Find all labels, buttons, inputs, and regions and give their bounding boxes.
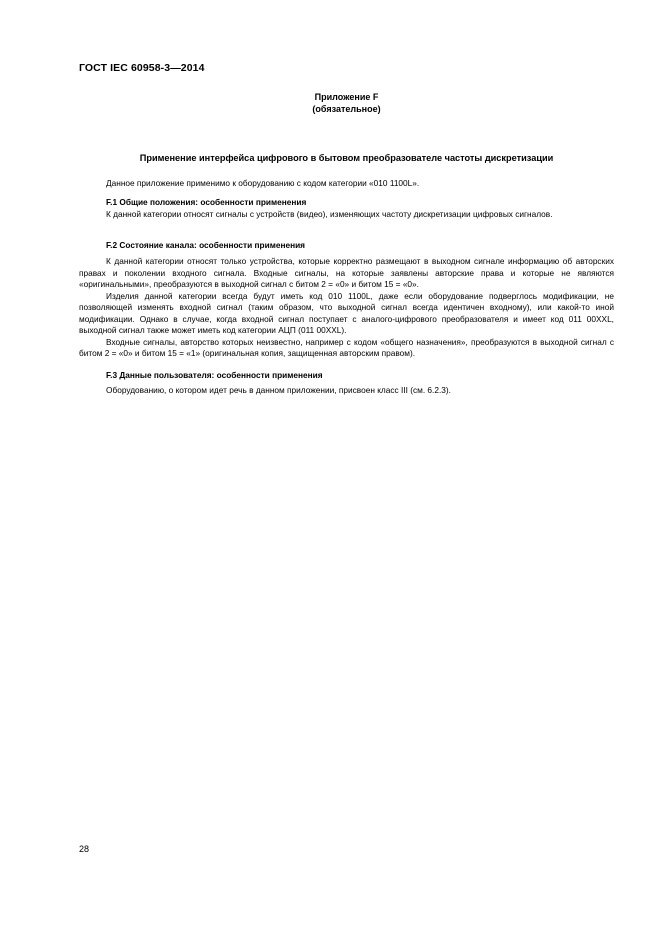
standard-header: ГОСТ IEC 60958-3—2014 bbox=[79, 62, 205, 74]
intro-block bbox=[79, 178, 614, 190]
section-f1-body bbox=[79, 209, 614, 221]
section-f3-paragraph-1: Оборудованию, о котором идет речь в данном приложении, присвоен класс III (см. 6.2.3). bbox=[106, 385, 451, 395]
document-title: Применение интерфейса цифрового в бытовом преобразователе частоты дискретизации bbox=[139, 153, 554, 163]
section-f2-body bbox=[79, 256, 614, 360]
section-f3-body bbox=[79, 385, 614, 397]
appendix-title: Приложение F bbox=[314, 92, 379, 102]
section-f2-paragraph-3: Входные сигналы, авторство которых неизвестно, например с кодом «общего назначения», преобразуются в выходной сигнал с битом 2 = «0» и битом 15 = «1» (оригинальная копия, защищенная авторским правом). bbox=[79, 336, 614, 358]
section-f2-paragraph-2: Изделия данной категории всегда будут иметь код 010 1100L, даже если оборудование подверглось модификации, не позволяющей изменять входной сигнал (таким образом, что выходной сигнал всегда идентичен входному), или какой-то иной модификации. Однако в случае, когда входной сигнал поступает с аналого-цифрового преобразователя и имеет код 011 00XXL, выходной сигнал также может иметь код категории АЦП (011 00XXL). bbox=[79, 290, 614, 335]
appendix-subtitle: (обязательное) bbox=[312, 104, 381, 114]
section-f1-heading: F.1 Общие положения: особенности применения bbox=[106, 197, 307, 207]
page-number: 28 bbox=[79, 844, 90, 854]
section-f2-heading: F.2 Состояние канала: особенности применения bbox=[106, 240, 306, 250]
section-f1-paragraph-1: К данной категории относят сигналы с устройств (видео), изменяющих частоту дискретизации цифровых сигналов. bbox=[106, 209, 553, 219]
intro-paragraph: Данное приложение применимо к оборудованию с кодом категории «010 1100L». bbox=[106, 178, 420, 188]
section-f2-paragraph-1: К данной категории относят только устройства, которые корректно размещают в выходном сигнале информацию об авторских правах и поколении входного сигнала. Входные сигналы, на которые заявлены авторские права и которые не являются «оригинальными», преобразуются в выходной сигнал с битом 2 = «0» и битом 15 = «0». bbox=[79, 256, 614, 289]
section-f3-heading: F.3 Данные пользователя: особенности применения bbox=[106, 370, 323, 380]
